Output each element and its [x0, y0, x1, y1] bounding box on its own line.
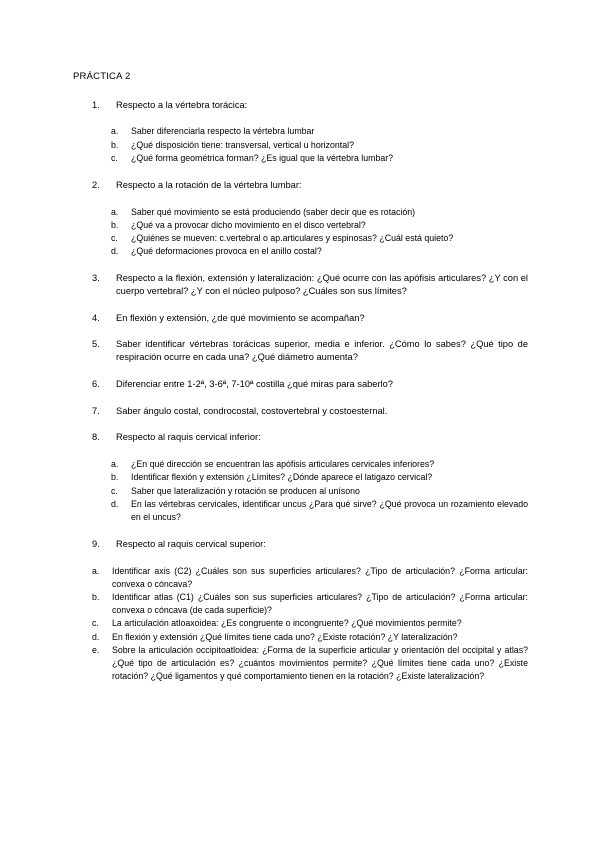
list-item	[92, 565, 528, 591]
question-1	[92, 99, 528, 112]
question-text: Respecto a la vértebra torácica:	[116, 100, 248, 110]
question-text: Respecto al raquis cervical superior:	[116, 539, 266, 549]
list-item	[92, 591, 528, 617]
item-letter: b.	[111, 472, 119, 482]
item-text: Saber diferenciarla respecto la vértebra lumbar	[131, 126, 315, 136]
list-item	[111, 471, 528, 484]
list-item	[111, 232, 528, 245]
question-4	[92, 312, 528, 325]
item-text: Identificar axis (C2) ¿Cuáles son sus superficies articulares? ¿Tipo de articulación? ¿Forma articular: convexa o cóncava?	[112, 566, 528, 590]
item-text: Identificar atlas (C1) ¿Cuáles son sus superficies articulares? ¿Tipo de articulación? ¿Forma articular: convexa o cóncava (de cada superficie)?	[112, 592, 528, 616]
item-text: Saber que lateralización y rotación se producen al unísono	[131, 486, 360, 496]
list-item	[92, 631, 528, 644]
question-text: En flexión y extensión, ¿de qué movimiento se acompañan?	[116, 313, 365, 323]
question-text: Saber ángulo costal, condrocostal, costovertebral y costoesternal.	[116, 406, 388, 416]
question-8	[92, 431, 528, 444]
item-letter: b.	[111, 140, 119, 150]
question-number: 3.	[92, 273, 100, 283]
list-item	[111, 219, 528, 232]
item-letter: c.	[111, 153, 118, 163]
item-text: ¿Qué va a provocar dicho movimiento en el disco vertebral?	[131, 220, 366, 230]
question-number: 7.	[92, 406, 100, 416]
question-6	[92, 378, 528, 391]
question-2	[92, 179, 528, 192]
question-number: 6.	[92, 379, 100, 389]
list-item	[92, 617, 528, 630]
question-number: 8.	[92, 432, 100, 442]
item-text: ¿Qué disposición tiene: transversal, vertical u horizontal?	[131, 140, 354, 150]
item-letter: c.	[92, 618, 99, 628]
item-text: ¿Quiénes se mueven: c.vertebral o ap.articulares y espinosas? ¿Cuál está quieto?	[131, 233, 454, 243]
list-item	[111, 125, 528, 138]
question-3	[92, 272, 528, 298]
list-item	[111, 206, 528, 219]
question-number: 2.	[92, 180, 100, 190]
item-letter: d.	[92, 632, 100, 642]
list-item	[111, 245, 528, 258]
question-number: 9.	[92, 539, 100, 549]
list-item	[92, 644, 528, 684]
item-letter: d.	[111, 246, 119, 256]
item-text: En las vértebras cervicales, identificar uncus ¿Para qué sirve? ¿Qué provoca un rozamiento elevado en el uncus?	[131, 499, 528, 522]
item-text: En flexión y extensión ¿Qué límites tiene cada uno? ¿Existe rotación? ¿Y lateralización?	[112, 632, 458, 642]
item-letter: a.	[111, 126, 119, 136]
item-text: Saber qué movimiento se está produciendo (saber decir que es rotación)	[131, 207, 416, 217]
item-letter: e.	[92, 645, 100, 655]
list-item	[111, 485, 528, 498]
question-7	[92, 405, 528, 418]
item-text: Identificar flexión y extensión ¿Límites? ¿Dónde aparece el latigazo cervical?	[131, 472, 433, 482]
item-text: ¿En qué dirección se encuentran las apófisis articulares cervicales inferiores?	[131, 459, 435, 469]
list-item	[111, 139, 528, 152]
item-text: La articulación atloaxoidea: ¿Es congruente o incongruente? ¿Qué movimientos permite?	[112, 618, 462, 628]
question-text: Respecto al raquis cervical inferior:	[116, 432, 261, 442]
question-text: Respecto a la flexión, extensión y lateralización: ¿Qué ocurre con las apófisis articulares? ¿Y con el cuerpo vertebral? ¿Y con el núcleo pulposo? ¿Cuáles son sus límites?	[116, 273, 528, 296]
list-item	[111, 498, 528, 524]
item-letter: a.	[111, 207, 119, 217]
item-letter: b.	[111, 220, 119, 230]
question-number: 5.	[92, 339, 100, 349]
item-letter: a.	[92, 566, 100, 576]
question-text: Diferenciar entre 1-2ª, 3-6ª, 7-10ª costilla ¿qué miras para saberlo?	[116, 379, 393, 389]
item-letter: a.	[111, 459, 119, 469]
question-text: Respecto a la rotación de la vértebra lumbar:	[116, 180, 302, 190]
item-letter: b.	[92, 592, 100, 602]
question-number: 1.	[92, 100, 100, 110]
item-letter: c.	[111, 486, 118, 496]
item-letter: c.	[111, 233, 118, 243]
item-letter: d.	[111, 499, 119, 509]
question-number: 4.	[92, 313, 100, 323]
page-title: PRÁCTICA 2	[73, 71, 131, 82]
question-text: Saber identificar vértebras torácicas superior, media e inferior. ¿Cómo lo sabes? ¿Qué tipo de respiración ocurre en cada una? ¿Qué diámetro aumenta?	[116, 339, 528, 362]
item-text: Sobre la articulación occipitoatloidea: ¿Forma de la superficie articular y orientación del occipital y atlas? ¿Qué tipo de articulación es? ¿cuántos movimientos permite? ¿Qué límites tiene cada uno? ¿Existe rotación? ¿Qué ligamentos y qué comportamiento tienen en la rotación? ¿Existe lateralización?	[112, 645, 528, 682]
item-text: ¿Qué forma geométrica forman? ¿Es igual que la vértebra lumbar?	[131, 153, 394, 163]
item-text: ¿Qué deformaciones provoca en el anillo costal?	[131, 246, 322, 256]
list-item	[111, 152, 528, 165]
list-item	[111, 458, 528, 471]
question-5	[92, 338, 528, 364]
question-9	[92, 538, 528, 551]
